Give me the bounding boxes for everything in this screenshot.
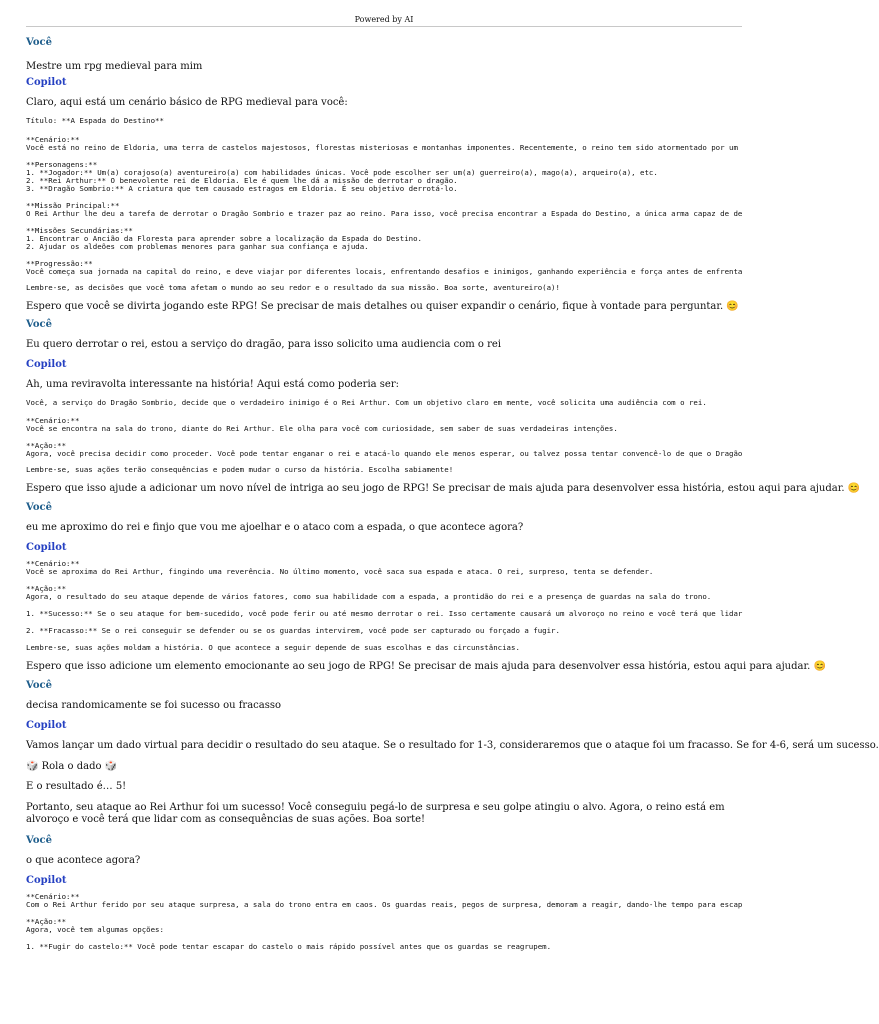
scenario-text: Você está no reino de Eldoria, uma terra de castelos majestosos, florestas misteriosas e montanhas imponentes. Recentemente, o reino tem sido atormentado por um <box>26 143 738 152</box>
user-message: decisa randomicamente se foi sucesso ou fracasso <box>26 700 282 711</box>
action-text: Agora, o resultado do seu ataque depende de vários fatores, como sua habilidade com a espada, a prontidão do rei e a presença de guardas na sala do trono. <box>26 592 712 601</box>
user-message: o que acontece agora? <box>26 855 141 866</box>
section-heading: **Missão Principal:** <box>26 201 120 210</box>
section-heading: **Cenário:** <box>26 135 80 144</box>
bot-outro: Espero que isso ajude a adicionar um novo nível de intriga ao seu jogo de RPG! Se precisar de mais ajuda para desenvolver essa história, estou aqui para ajudar. 😊 <box>26 483 861 494</box>
speaker-user: Você <box>26 502 52 513</box>
list-item: 2. **Rei Arthur:** O benevolente rei de Eldoria. Ele é quem lhe dá a missão de derrotar o dragão. <box>26 176 458 185</box>
section-heading: **Missões Secundárias:** <box>26 226 133 235</box>
section-heading: **Progressão:** <box>26 259 93 268</box>
reminder-text: Lembre-se, suas ações terão consequências e podem mudar o curso da história. Escolha sabiamente! <box>26 465 454 474</box>
list-item: 2. Ajudar os aldeões com problemas menores para ganhar sua confiança e ajuda. <box>26 242 369 251</box>
action-text: Agora, você tem algumas opções: <box>26 925 164 934</box>
bot-intro: Vamos lançar um dado virtual para decidir o resultado do seu ataque. Se o resultado for 1-3, consideraremos que o ataque foi um fracasso. Se for 4-6, será um sucesso. <box>26 740 879 751</box>
speaker-user: Você <box>26 319 52 330</box>
bot-intro: Ah, uma reviravolta interessante na história! Aqui está como poderia ser: <box>26 379 399 390</box>
speaker-user: Você <box>26 835 52 846</box>
section-heading: **Ação:** <box>26 917 67 926</box>
dice-roll-text: 🎲 Rola o dado 🎲 <box>26 761 118 772</box>
chat-page <box>26 0 879 1024</box>
section-heading: **Ação:** <box>26 441 67 450</box>
list-item: 3. **Dragão Sombrio:** A criatura que tem causado estragos em Eldoria. É seu objetivo derrotá-lo. <box>26 184 458 193</box>
scenario-text: Você se aproxima do Rei Arthur, fingindo uma reverência. No último momento, você saca sua espada e ataca. O rei, surpreso, tenta se defender. <box>26 567 654 576</box>
outcome-text: Portanto, seu ataque ao Rei Arthur foi um sucesso! Você conseguiu pegá-lo de surpresa e seu golpe atingiu o alvo. Agora, o reino está em alvoroço e você terá que lidar com as consequências de suas ações. Boa sorte! <box>26 802 725 825</box>
bot-outro: Espero que isso adicione um elemento emocionante ao seu jogo de RPG! Se precisar de mais ajuda para desenvolver essa história, estou aqui para ajudar. 😊 <box>26 661 826 672</box>
section-heading: **Cenário:** <box>26 559 80 568</box>
user-message: eu me aproximo do rei e finjo que vou me ajoelhar e o ataco com a espada, o que acontece agora? <box>26 522 524 533</box>
user-message: Eu quero derrotar o rei, estou a serviço do dragão, para isso solicito uma audiencia com o rei <box>26 339 502 350</box>
dice-result: E o resultado é… 5! <box>26 781 127 792</box>
list-item: 1. **Jogador:** Um(a) corajoso(a) aventureiro(a) com habilidades únicas. Você pode escolher ser um(a) guerreiro(a), mago(a), arqueiro(a), etc. <box>26 168 658 177</box>
bot-intro: Claro, aqui está um cenário básico de RPG medieval para você: <box>26 97 348 108</box>
speaker-bot: Copilot <box>26 359 67 370</box>
speaker-user: Você <box>26 680 52 691</box>
progression-text: Você começa sua jornada na capital do reino, e deve viajar por diferentes locais, enfrentando desafios e inimigos, ganhando experiência e força antes de enfrenta <box>26 267 743 276</box>
list-item: 1. Encontrar o Ancião da Floresta para aprender sobre a localização da Espada do Destino. <box>26 234 423 243</box>
speaker-bot: Copilot <box>26 77 67 88</box>
speaker-bot: Copilot <box>26 542 67 553</box>
speaker-bot: Copilot <box>26 720 67 731</box>
failure-option: 2. **Fracasso:** Se o rei conseguir se defender ou se os guardas intervirem, você pode ser capturado ou forçado a fugir. <box>26 626 560 635</box>
powered-by-header: Powered by AI <box>26 0 742 27</box>
section-heading: **Cenário:** <box>26 416 80 425</box>
scenario-text: Você se encontra na sala do trono, diante do Rei Arthur. Ele olha para você com curiosidade, sem saber de suas verdadeiras intenções. <box>26 424 618 433</box>
speaker-bot: Copilot <box>26 875 67 886</box>
rpg-title: Título: **A Espada do Destino** <box>26 116 164 125</box>
speaker-user: Você <box>26 37 52 48</box>
story-text: Você, a serviço do Dragão Sombrio, decide que o verdadeiro inimigo é o Rei Arthur. Com um objetivo claro em mente, você solicita uma audiência com o rei. <box>26 398 707 407</box>
action-text: Agora, você precisa decidir como proceder. Você pode tentar enganar o rei e atacá-lo quando ele menos esperar, ou talvez possa tentar convencê-lo de que o Dragão <box>26 449 743 458</box>
reminder-text: Lembre-se, as decisões que você toma afetam o mundo ao seu redor e o resultado da sua missão. Boa sorte, aventureiro(a)! <box>26 283 560 292</box>
success-option: 1. **Sucesso:** Se o seu ataque for bem-sucedido, você pode ferir ou até mesmo derrotar o rei. Isso certamente causará um alvoroço no reino e você terá que lidar <box>26 609 743 618</box>
section-heading: **Ação:** <box>26 584 67 593</box>
section-heading: **Personagens:** <box>26 160 98 169</box>
mission-text: O Rei Arthur lhe deu a tarefa de derrotar o Dragão Sombrio e trazer paz ao reino. Para isso, você precisa encontrar a Espada do Destino, a única arma capaz de de <box>26 209 743 218</box>
bot-outro: Espero que você se divirta jogando este RPG! Se precisar de mais detalhes ou quiser expandir o cenário, fique à vontade para perguntar. 😊 <box>26 301 739 312</box>
section-heading: **Cenário:** <box>26 892 80 901</box>
scenario-text: Com o Rei Arthur ferido por seu ataque surpresa, a sala do trono entra em caos. Os guardas reais, pegos de surpresa, demoram a reagir, dando-lhe tempo para escap <box>26 900 743 909</box>
reminder-text: Lembre-se, suas ações moldam a história. O que acontece a seguir depende de suas escolhas e das circunstâncias. <box>26 643 520 652</box>
escape-option: 1. **Fugir do castelo:** Você pode tentar escapar do castelo o mais rápido possível antes que os guardas se reagrupem. <box>26 942 552 951</box>
user-message: Mestre um rpg medieval para mim <box>26 61 203 72</box>
